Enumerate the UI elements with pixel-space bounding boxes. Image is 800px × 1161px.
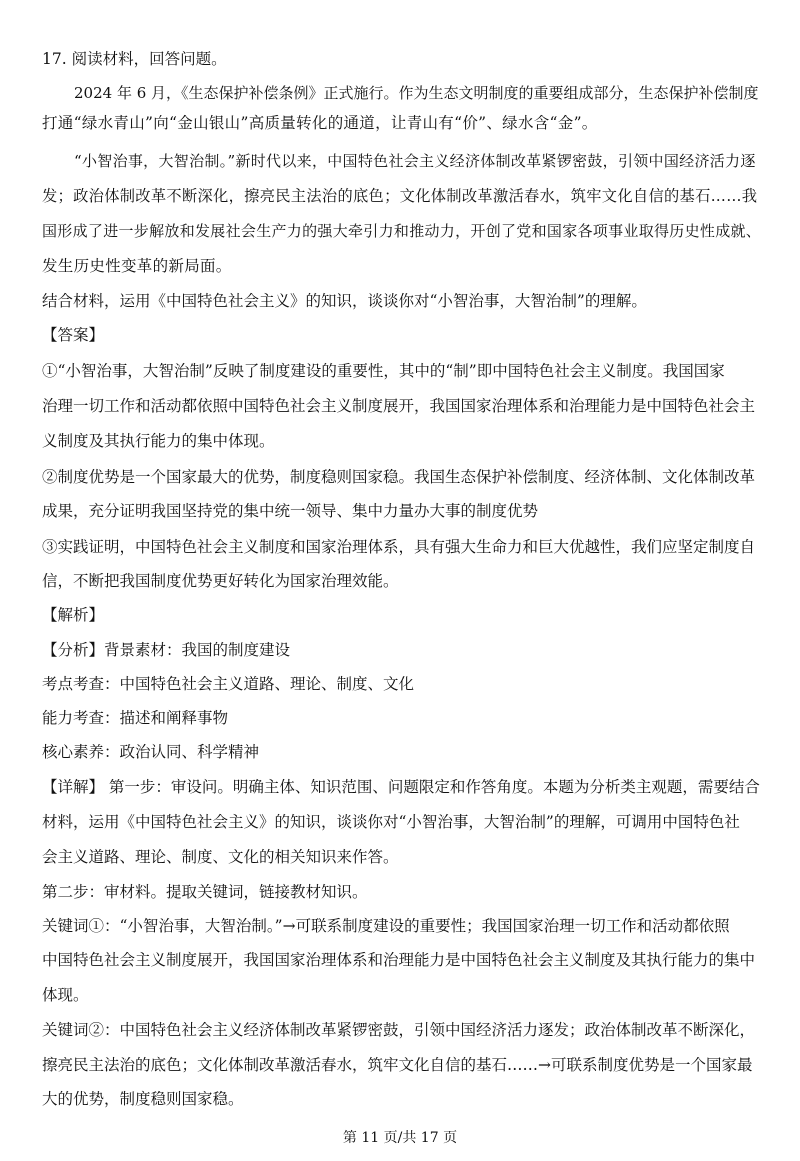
analysis-line: 大的优势，制度稳则国家稳。 xyxy=(42,1090,244,1108)
material-line: “小智治事，大智治制。”新时代以来，中国特色社会主义经济体制改革紧锣密鼓，引领中国经济活力逐 xyxy=(74,152,756,170)
answer-line: 成果，充分证明我国坚持党的集中统一领导、集中力量办大事的制度优势 xyxy=(42,502,539,520)
analysis-line: 考点考查：中国特色社会主义道路、理论、制度、文化 xyxy=(42,675,415,693)
analysis-line: 【分析】背景素材：我国的制度建设 xyxy=(42,641,291,659)
answer-line: 治理一切工作和活动都依照中国特色社会主义制度展开，我国国家治理体系和治理能力是中国特色社会主 xyxy=(42,397,756,415)
analysis-line: 会主义道路、理论、制度、文化的相关知识来作答。 xyxy=(42,848,399,866)
analysis-line: 核心素养：政治认同、科学精神 xyxy=(42,743,260,761)
analysis-line: 擦亮民主法治的底色；文化体制改革激活春水，筑牢文化自信的基石……→可联系制度优势是一个国家最 xyxy=(42,1056,753,1074)
answer-line: 义制度及其执行能力的集中体现。 xyxy=(42,432,275,450)
page-footer: 第 11 页/共 17 页 xyxy=(342,1130,458,1146)
answer-line: ①“小智治事，大智治制”反映了制度建设的重要性，其中的“制”即中国特色社会主义制度。我国国家 xyxy=(42,362,725,380)
analysis-line: 第二步：审材料。提取关键词，链接教材知识。 xyxy=(42,883,368,901)
material-line: 发；政治体制改革不断深化，擦亮民主法治的底色；文化体制改革激活春水，筑牢文化自信的基石……我 xyxy=(42,187,758,205)
material-line: 国形成了进一步解放和发展社会生产力的强大牵引力和推动力，开创了党和国家各项事业取得历史性成就、 xyxy=(42,222,762,240)
analysis-line: 能力考查：描述和阐释事物 xyxy=(42,709,229,727)
question-title: 17. 阅读材料，回答问题。 xyxy=(42,50,227,68)
analysis-line: 关键词①：“小智治事，大智治制。”→可联系制度建设的重要性；我国国家治理一切工作和活动都依照 xyxy=(42,917,730,935)
analysis-line: 中国特色社会主义制度展开，我国国家治理体系和治理能力是中国特色社会主义制度及其执行能力的集中 xyxy=(42,951,756,969)
answer-line: ③实践证明，中国特色社会主义制度和国家治理体系，具有强大生命力和巨大优越性，我们应坚定制度自 xyxy=(42,538,756,556)
material-line: 打通“绿水青山”向“金山银山”高质量转化的通道，让青山有“价”、绿水含“金”。 xyxy=(42,114,598,132)
answer-line: ②制度优势是一个国家最大的优势，制度稳则国家稳。我国生态保护补偿制度、经济体制、文化体制改革 xyxy=(42,468,756,486)
answer-heading: 【答案】 xyxy=(42,326,105,344)
material-line: 发生历史性变革的新局面。 xyxy=(42,257,232,275)
answer-line: 信，不断把我国制度优势更好转化为国家治理效能。 xyxy=(42,572,399,590)
analysis-line: 关键词②：中国特色社会主义经济体制改革紧锣密鼓，引领中国经济活力逐发；政治体制改革不断深化， xyxy=(42,1021,756,1039)
analysis-line: 材料，运用《中国特色社会主义》的知识，谈谈你对“小智治事，大智治制”的理解，可调用中国特色社 xyxy=(42,813,740,831)
analysis-line: 【详解】 第一步：审设问。明确主体、知识范围、问题限定和作答角度。本题为分析类主观题，需要结合 xyxy=(42,778,760,796)
material-line: 2024 年 6 月，《生态保护补偿条例》正式施行。作为生态文明制度的重要组成部分，生态保护补偿制度 xyxy=(74,84,759,102)
analysis-heading: 【解析】 xyxy=(42,606,105,624)
question-prompt: 结合材料，运用《中国特色社会主义》的知识，谈谈你对“小智治事，大智治制”的理解。 xyxy=(42,292,647,310)
analysis-line: 体现。 xyxy=(42,986,89,1004)
